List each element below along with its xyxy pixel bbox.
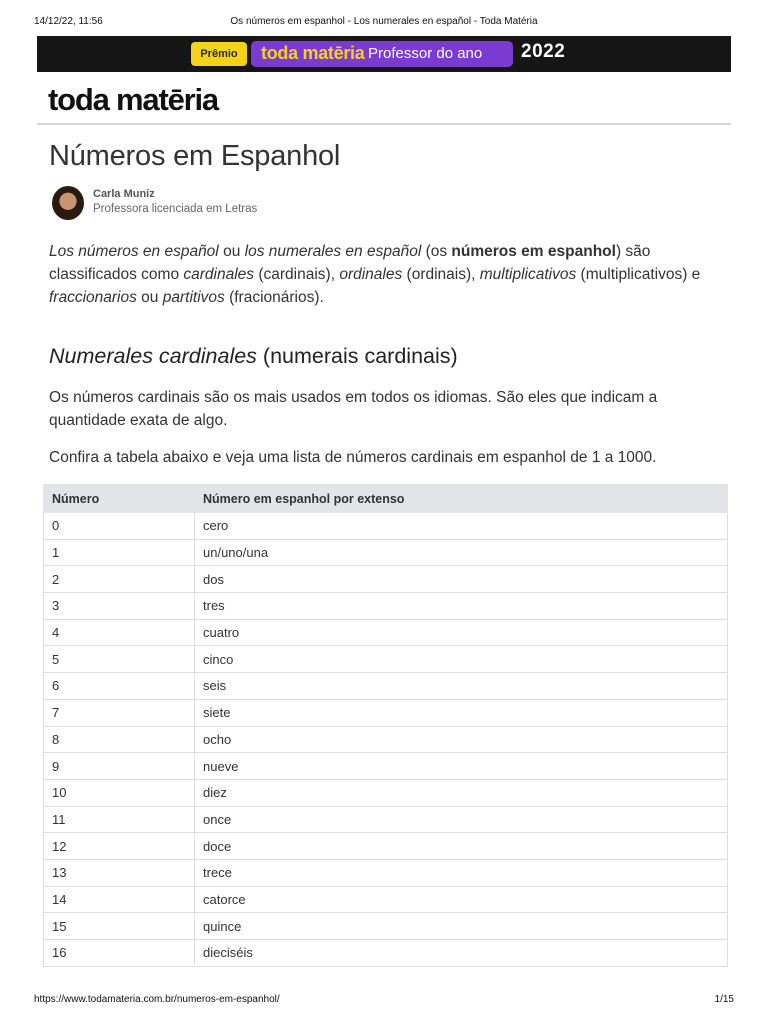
banner-subtitle: Professor do ano	[368, 45, 483, 62]
page-title: Números em Espanhol	[49, 140, 341, 172]
intro-term: partitivos	[162, 289, 225, 306]
intro-text: (multiplicativos) e	[576, 266, 701, 283]
cell-spelled: cuatro	[195, 619, 728, 646]
cell-number: 9	[44, 753, 195, 780]
cell-number: 12	[44, 833, 195, 860]
cell-number: 16	[44, 940, 195, 967]
cell-number: 6	[44, 673, 195, 700]
cell-number: 0	[44, 513, 195, 540]
print-footer	[34, 994, 734, 1008]
table-row	[44, 913, 728, 940]
table-body	[44, 513, 728, 967]
table-row	[44, 806, 728, 833]
cell-spelled: cinco	[195, 646, 728, 673]
cell-spelled: dieciséis	[195, 940, 728, 967]
section-paragraph-2: Confira a tabela abaixo e veja uma lista de números cardinais em espanhol de 1 a 1000.	[49, 449, 657, 466]
cell-number: 13	[44, 859, 195, 886]
author-name[interactable]: Carla Muniz	[93, 188, 155, 200]
table-row	[44, 726, 728, 753]
cell-spelled: trece	[195, 859, 728, 886]
cell-spelled: diez	[195, 779, 728, 806]
table-row	[44, 566, 728, 593]
section-title	[49, 344, 458, 369]
table-row	[44, 619, 728, 646]
cell-spelled: ocho	[195, 726, 728, 753]
author-role: Professora licenciada em Letras	[93, 203, 258, 215]
banner-brand: toda matēria	[261, 43, 365, 63]
print-page-title: Os números em espanhol - Los numerales en español - Toda Matéria	[230, 16, 538, 27]
intro-text: ou	[136, 289, 163, 306]
site-logo[interactable]: toda matēria	[48, 82, 218, 117]
cell-spelled: dos	[195, 566, 728, 593]
cell-number: 10	[44, 779, 195, 806]
intro-text: (fracionários).	[224, 289, 324, 306]
cell-number: 4	[44, 619, 195, 646]
cell-spelled: siete	[195, 699, 728, 726]
table-row	[44, 539, 728, 566]
intro-term: fraccionarios	[49, 289, 137, 306]
intro-term: cardinales	[183, 266, 255, 283]
cell-number: 3	[44, 593, 195, 620]
intro-text: (ordinais),	[402, 266, 480, 283]
section-paragraph-1: Os números cardinais são os mais usados em todos os idiomas. São eles que indicam a quantidade exata de algo.	[49, 389, 658, 429]
intro-keyword: números em espanhol	[451, 243, 616, 260]
page-url: https://www.todamateria.com.br/numeros-em-espanhol/	[34, 994, 280, 1005]
cell-number: 7	[44, 699, 195, 726]
table-row	[44, 859, 728, 886]
print-header	[34, 16, 734, 30]
author-avatar	[52, 186, 84, 220]
table-row	[44, 753, 728, 780]
table-row	[44, 779, 728, 806]
cell-spelled: quince	[195, 913, 728, 940]
cell-number: 8	[44, 726, 195, 753]
cell-number: 2	[44, 566, 195, 593]
promo-banner[interactable]	[37, 36, 731, 72]
header-divider	[37, 123, 731, 125]
cell-spelled: once	[195, 806, 728, 833]
banner-year: 2022	[521, 41, 566, 62]
intro-term: multiplicativos	[479, 266, 577, 283]
table-header-row	[44, 485, 728, 513]
cell-spelled: un/uno/una	[195, 539, 728, 566]
cell-number: 11	[44, 806, 195, 833]
section-title-rest: (numerais cardinais)	[256, 344, 458, 368]
cell-spelled: nueve	[195, 753, 728, 780]
intro-text: ) são classificados como	[49, 243, 651, 283]
table-header-spelled: Número em espanhol por extenso	[195, 485, 728, 513]
cell-number: 15	[44, 913, 195, 940]
table-row	[44, 593, 728, 620]
cell-spelled: doce	[195, 833, 728, 860]
table-row	[44, 673, 728, 700]
intro-term: los numerales en español	[244, 243, 422, 260]
cell-spelled: cero	[195, 513, 728, 540]
intro-paragraph	[49, 240, 724, 309]
intro-text: (os	[421, 243, 452, 260]
cell-spelled: tres	[195, 593, 728, 620]
intro-term: Los números en español	[49, 243, 219, 260]
table-row	[44, 940, 728, 967]
table-header-number: Número	[44, 485, 195, 513]
table-row	[44, 699, 728, 726]
cell-spelled: catorce	[195, 886, 728, 913]
section-title-term: Numerales cardinales	[49, 344, 257, 368]
intro-term: ordinales	[339, 266, 403, 283]
intro-text: (cardinais),	[254, 266, 340, 283]
page-number: 1/15	[714, 994, 734, 1005]
intro-text: ou	[218, 243, 245, 260]
table-row	[44, 646, 728, 673]
table-row	[44, 833, 728, 860]
cell-number: 5	[44, 646, 195, 673]
cell-spelled: seis	[195, 673, 728, 700]
table-row	[44, 886, 728, 913]
banner-purple-box	[251, 41, 513, 67]
banner-badge: Prêmio	[191, 42, 247, 66]
print-datetime: 14/12/22, 11:56	[34, 16, 103, 27]
cell-number: 1	[44, 539, 195, 566]
table-row	[44, 513, 728, 540]
numbers-table	[43, 484, 728, 967]
cell-number: 14	[44, 886, 195, 913]
